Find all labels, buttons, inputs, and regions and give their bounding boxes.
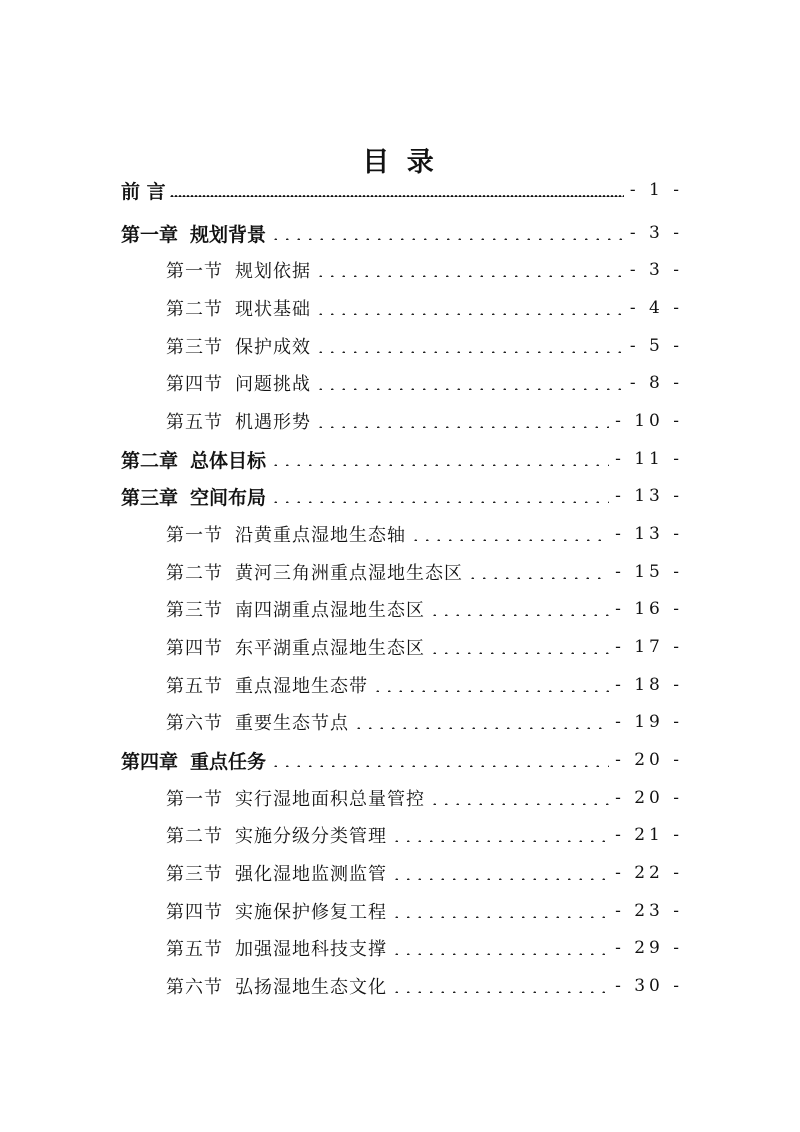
- toc-entry[interactable]: [166, 406, 683, 436]
- toc-entry[interactable]: [121, 444, 683, 474]
- toc-entry-title: 强化湿地监测监管: [235, 864, 387, 885]
- toc-entry[interactable]: [166, 783, 683, 813]
- dot-leader: [270, 501, 609, 503]
- dot-leader: [391, 916, 609, 918]
- toc-entry[interactable]: [121, 481, 683, 511]
- toc-entry-page: - 1 -: [629, 180, 683, 200]
- toc-entry-label: [166, 257, 311, 283]
- toc-entry[interactable]: [166, 632, 683, 662]
- toc-entry[interactable]: [166, 820, 683, 850]
- toc-entry-page: - 21 -: [615, 825, 683, 845]
- dot-leader: [170, 195, 624, 197]
- toc-entry-page: - 15 -: [615, 562, 683, 582]
- toc-entry-number: 第五节: [166, 412, 223, 433]
- toc-entry-title: 机遇形势: [235, 412, 311, 433]
- toc-entry-page: - 20 -: [615, 750, 683, 770]
- toc-entry-title: 实施保护修复工程: [235, 902, 387, 923]
- toc-entry-label: [121, 177, 166, 204]
- toc-entry-label: [166, 973, 387, 999]
- toc-entry[interactable]: [166, 557, 683, 587]
- dot-leader: [270, 765, 609, 767]
- toc-entry-number: 第六节: [166, 977, 223, 998]
- toc-entry-page: - 5 -: [629, 336, 683, 356]
- toc-entry-number: 前 言: [121, 180, 166, 203]
- toc-entry-page: - 17 -: [615, 637, 683, 657]
- toc-entry-number: 第一节: [166, 525, 223, 546]
- toc-entry-title: 规划依据: [235, 261, 311, 282]
- toc-entry-title: 重要生态节点: [235, 713, 349, 734]
- dot-leader: [391, 953, 609, 955]
- dot-leader: [391, 878, 609, 880]
- toc-entry[interactable]: [166, 519, 683, 549]
- toc-entry-page: - 3 -: [629, 223, 683, 243]
- dot-leader: [391, 840, 609, 842]
- toc-entry-page: - 23 -: [615, 901, 683, 921]
- toc-entry-title: 规划背景: [190, 223, 267, 246]
- toc-entry-number: 第三节: [166, 337, 223, 358]
- toc-entry-number: 第二节: [166, 826, 223, 847]
- toc-entry-title: 保护成效: [235, 337, 311, 358]
- toc-entry-title: 重点任务: [190, 750, 267, 773]
- toc-entry-page: - 20 -: [615, 788, 683, 808]
- toc-entry-label: [166, 559, 463, 585]
- page-title: 目 录: [362, 147, 438, 178]
- toc-entry[interactable]: [166, 331, 683, 361]
- toc-entry[interactable]: [166, 293, 683, 323]
- toc-entry-number: 第三节: [166, 600, 223, 621]
- dot-leader: [270, 238, 624, 240]
- toc-entry[interactable]: [166, 858, 683, 888]
- dot-leader: [315, 313, 624, 315]
- toc-entry-title: 现状基础: [235, 299, 311, 320]
- toc-entry[interactable]: [166, 933, 683, 963]
- toc-entry[interactable]: [166, 670, 683, 700]
- toc-entry-label: [166, 935, 387, 961]
- toc-entry[interactable]: [166, 896, 683, 926]
- toc-entry-label: [166, 596, 425, 622]
- dot-leader: [315, 388, 624, 390]
- toc-entry-page: - 29 -: [615, 938, 683, 958]
- toc-entry[interactable]: [166, 707, 683, 737]
- toc-entry-page: - 8 -: [629, 373, 683, 393]
- toc-entry-label: [166, 408, 311, 434]
- toc-entry-title: 空间布局: [190, 486, 267, 509]
- toc-entry-page: - 11 -: [615, 449, 683, 469]
- toc-entry-label: [166, 898, 387, 924]
- toc-entry-title: 实施分级分类管理: [235, 826, 387, 847]
- toc-entry-page: - 18 -: [615, 675, 683, 695]
- toc-entry-number: 第一节: [166, 789, 223, 810]
- toc-entry-number: 第六节: [166, 713, 223, 734]
- toc-entry-label: [121, 483, 266, 510]
- toc-entry-label: [166, 785, 425, 811]
- dot-leader: [315, 275, 624, 277]
- toc-entry-title: 总体目标: [190, 449, 267, 472]
- toc-entry-title: 黄河三角洲重点湿地生态区: [235, 563, 463, 584]
- dot-leader: [467, 577, 609, 579]
- toc-entry[interactable]: [121, 175, 683, 205]
- dot-leader: [429, 652, 609, 654]
- toc-entry[interactable]: [166, 368, 683, 398]
- toc-entry-title: 问题挑战: [235, 374, 311, 395]
- toc-entry-title: 重点湿地生态带: [235, 676, 368, 697]
- dot-leader: [429, 614, 609, 616]
- toc-entry-label: [166, 295, 311, 321]
- toc-entry-number: 第三节: [166, 864, 223, 885]
- toc-entry-number: 第五节: [166, 676, 223, 697]
- toc-entry-page: - 22 -: [615, 863, 683, 883]
- toc-entry-label: [166, 521, 406, 547]
- toc-entry-label: [166, 860, 387, 886]
- toc-entry-label: [166, 709, 349, 735]
- toc-entry-number: 第四节: [166, 638, 223, 659]
- toc-entry-title: 加强湿地科技支撑: [235, 939, 387, 960]
- dot-leader: [315, 351, 624, 353]
- dot-leader: [270, 464, 609, 466]
- toc-entry-number: 第三章: [121, 486, 179, 509]
- toc-entry-label: [121, 446, 266, 473]
- dot-leader: [372, 690, 609, 692]
- toc-entry[interactable]: [121, 218, 683, 248]
- toc-entry-number: 第一节: [166, 261, 223, 282]
- toc-entry-label: [166, 634, 425, 660]
- toc-entry-title: 实行湿地面积总量管控: [235, 789, 425, 810]
- toc-entry-number: 第一章: [121, 223, 179, 246]
- toc-entry-label: [166, 370, 311, 396]
- toc-entry[interactable]: [166, 255, 683, 285]
- toc-entry-number: 第二节: [166, 299, 223, 320]
- dot-leader: [391, 991, 609, 993]
- toc-entry-number: 第四节: [166, 902, 223, 923]
- toc-entry-number: 第二章: [121, 449, 179, 472]
- toc-entry-page: - 13 -: [615, 486, 683, 506]
- toc-entry[interactable]: [166, 971, 683, 1001]
- toc-entry-title: 南四湖重点湿地生态区: [235, 600, 425, 621]
- toc-entry-label: [166, 672, 368, 698]
- toc-entry-title: 东平湖重点湿地生态区: [235, 638, 425, 659]
- toc-entry-number: 第二节: [166, 563, 223, 584]
- toc-entry-page: - 4 -: [629, 298, 683, 318]
- toc-entry-label: [121, 747, 266, 774]
- dot-leader: [429, 803, 609, 805]
- toc-entry-page: - 3 -: [629, 260, 683, 280]
- toc-entry-page: - 30 -: [615, 976, 683, 996]
- toc-entry-page: - 19 -: [615, 712, 683, 732]
- toc-entry-number: 第五节: [166, 939, 223, 960]
- toc-entry-label: [121, 220, 266, 247]
- dot-leader: [315, 426, 609, 428]
- toc-entry-page: - 13 -: [615, 524, 683, 544]
- toc-entry[interactable]: [121, 745, 683, 775]
- dot-leader: [353, 727, 609, 729]
- toc-entry[interactable]: [166, 594, 683, 624]
- toc-entry-page: - 10 -: [615, 411, 683, 431]
- toc-entry-label: [166, 333, 311, 359]
- toc-entry-page: - 16 -: [615, 599, 683, 619]
- toc-entry-number: 第四节: [166, 374, 223, 395]
- dot-leader: [410, 539, 609, 541]
- toc-entry-number: 第四章: [121, 750, 179, 773]
- toc-entry-title: 弘扬湿地生态文化: [235, 977, 387, 998]
- toc-entry-label: [166, 822, 387, 848]
- toc-entry-title: 沿黄重点湿地生态轴: [235, 525, 406, 546]
